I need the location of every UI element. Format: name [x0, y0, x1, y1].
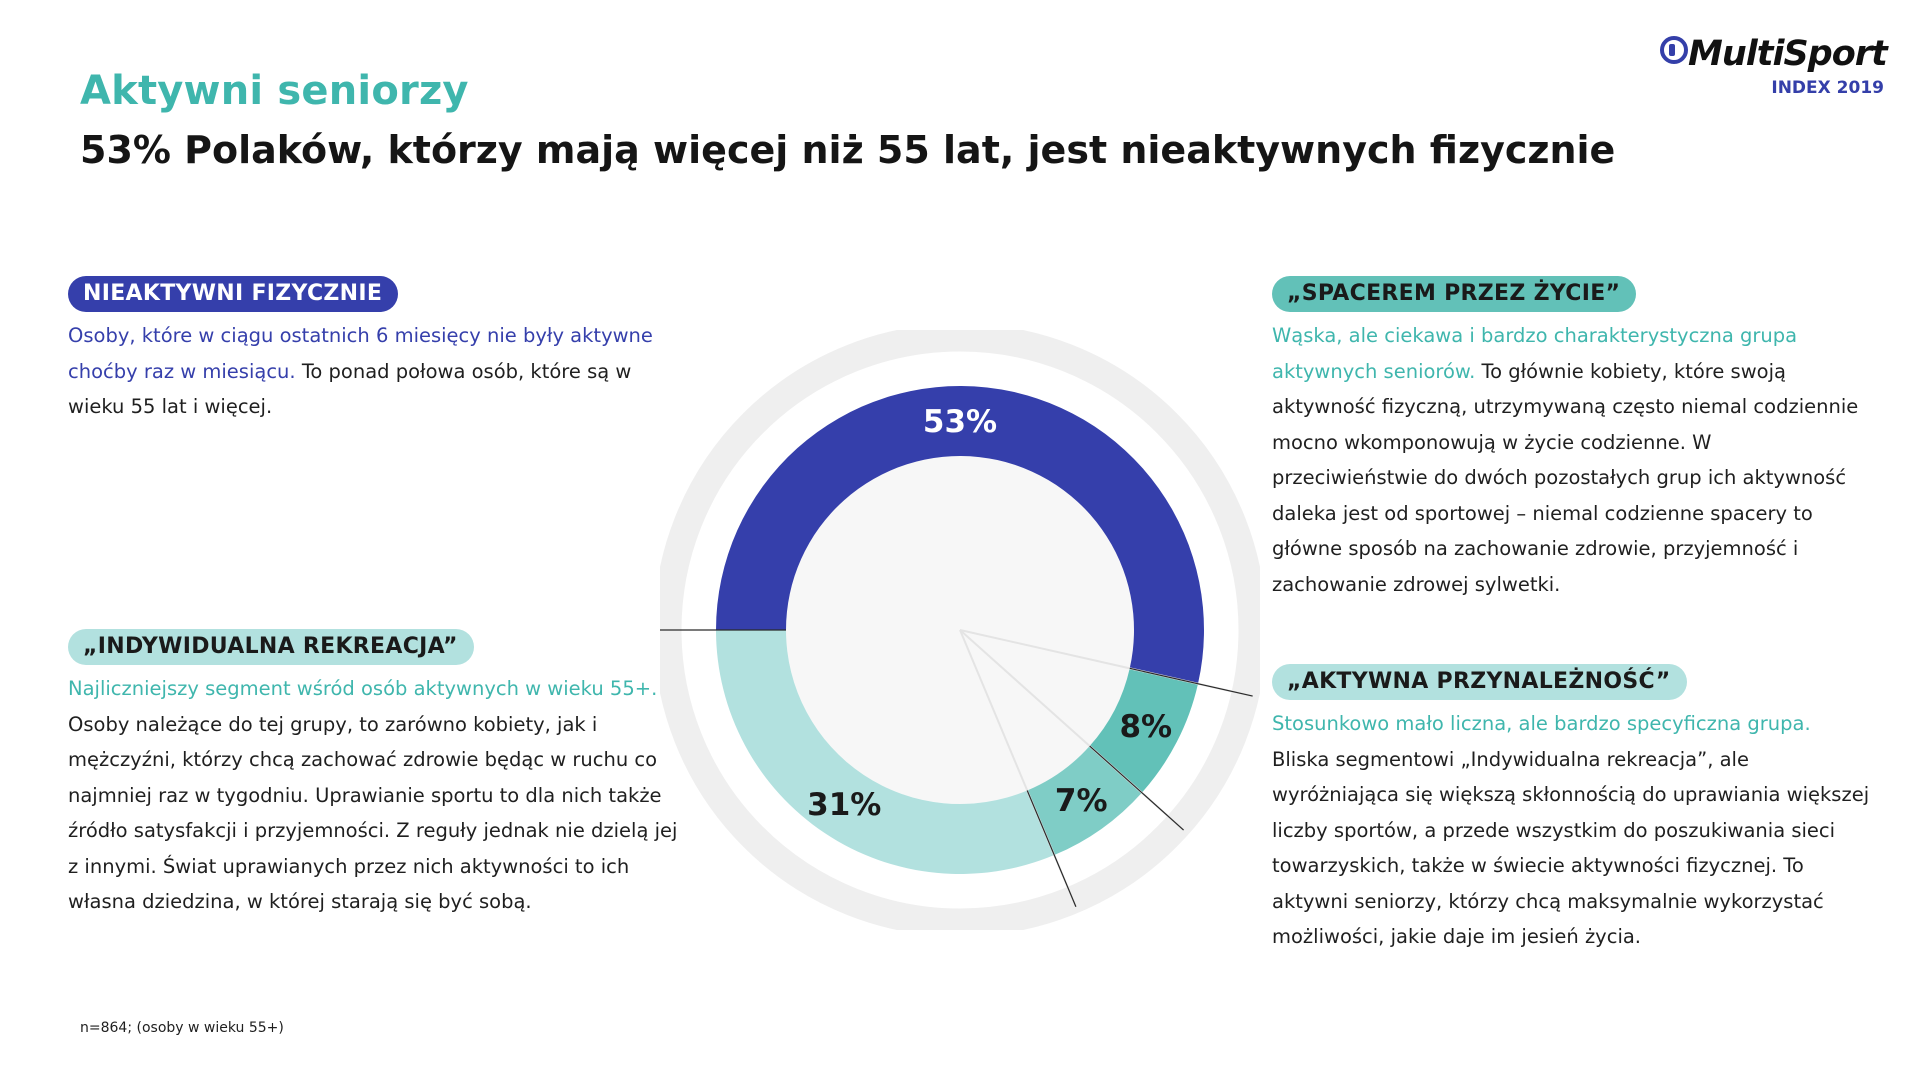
page-kicker: Aktywni seniorzy: [80, 68, 469, 114]
segment-highlight: Osoby, które w ciągu ostatnich 6 miesięcy nie były aktywne choćby raz w miesiącu.: [68, 324, 653, 383]
segment-description-spacerem: [1272, 318, 1872, 602]
donut-chart-svg: [660, 330, 1260, 930]
logo-subtitle: INDEX 2019: [1771, 78, 1884, 98]
segment-description-indywidualna: [68, 671, 688, 920]
page-title: 53% Polaków, którzy mają więcej niż 55 lat, jest nieaktywnych fizycznie: [80, 128, 1616, 172]
slice-label: 7%: [1054, 783, 1108, 820]
segment-body: Osoby należące do tej grupy, to zarówno kobiety, jak i mężczyźni, którzy chcą zachować zdrowie będąc w ruchu co najmniej raz w tygodniu. Uprawianie sportu to dla nich także źródło satysfakcji i przyjemności. Z reguły jednak nie dzielą jej z innymi. Świat uprawianych przez nich aktywności to ich własna dziedzina, w której starają się być sobą.: [68, 712, 678, 913]
logo-word: MultiSport: [1688, 34, 1887, 74]
segment-label-spacerem: „SPACEREM PRZEZ ŻYCIE”: [1272, 276, 1636, 312]
segment-highlight: Stosunkowo mało liczna, ale bardzo specyficzna grupa.: [1272, 712, 1811, 735]
segment-label-indywidualna: „INDYWIDUALNA REKREACJA”: [68, 629, 474, 665]
segment-label-przynaleznosc: „AKTYWNA PRZYNALEŻNOŚĆ”: [1272, 664, 1687, 700]
segment-description-nieaktywni: [68, 318, 668, 425]
footnote: n=864; (osoby w wieku 55+): [80, 1020, 284, 1036]
segment-przynaleznosc: [1272, 664, 1872, 955]
segment-highlight: Wąska, ale ciekawa i bardzo charakterystyczna grupa aktywnych seniorów.: [1272, 324, 1798, 383]
segment-spacerem: [1272, 276, 1872, 602]
segment-body: To ponad połowa osób, które są w wieku 55 lat i więcej.: [68, 359, 632, 418]
segment-highlight: Najliczniejszy segment wśród osób aktywnych w wieku 55+.: [68, 677, 658, 700]
segment-body: To głównie kobiety, które swoją aktywność fizyczną, utrzymywaną często niemal codziennie mocno wkomponowują w życie codzienne. W przeciwieństwie do dwóch pozostałych grup ich aktywność daleka jest od sportowej – niemal codzienne spacery to główne sposób na zachowanie zdrowie, przyjemność i zachowanie zdrowej sylwetki.: [1272, 359, 1859, 596]
logo-mark-dot: [1669, 44, 1675, 56]
segment-nieaktywni: [68, 276, 668, 425]
segment-indywidualna: [68, 629, 688, 920]
segment-body: Bliska segmentowi „Indywidualna rekreacja”, ale wyróżniająca się większą skłonnością do uprawiania większej liczby sportów, a przede wszystkim do poszukiwania sieci towarzyskich, także w świecie aktywności fizycznej. To aktywni seniorzy, którzy chcą maksymalnie wykorzystać możliwości, jakie daje im jesień życia.: [1272, 747, 1870, 948]
slice-label: 31%: [807, 787, 882, 824]
donut-chart: [660, 330, 1260, 930]
slice-label: 53%: [922, 404, 998, 440]
slice-label: 8%: [1119, 708, 1173, 745]
multisport-logo: [1660, 30, 1890, 100]
segment-description-przynaleznosc: [1272, 706, 1872, 955]
segment-label-nieaktywni: NIEAKTYWNI FIZYCZNIE: [68, 276, 398, 312]
